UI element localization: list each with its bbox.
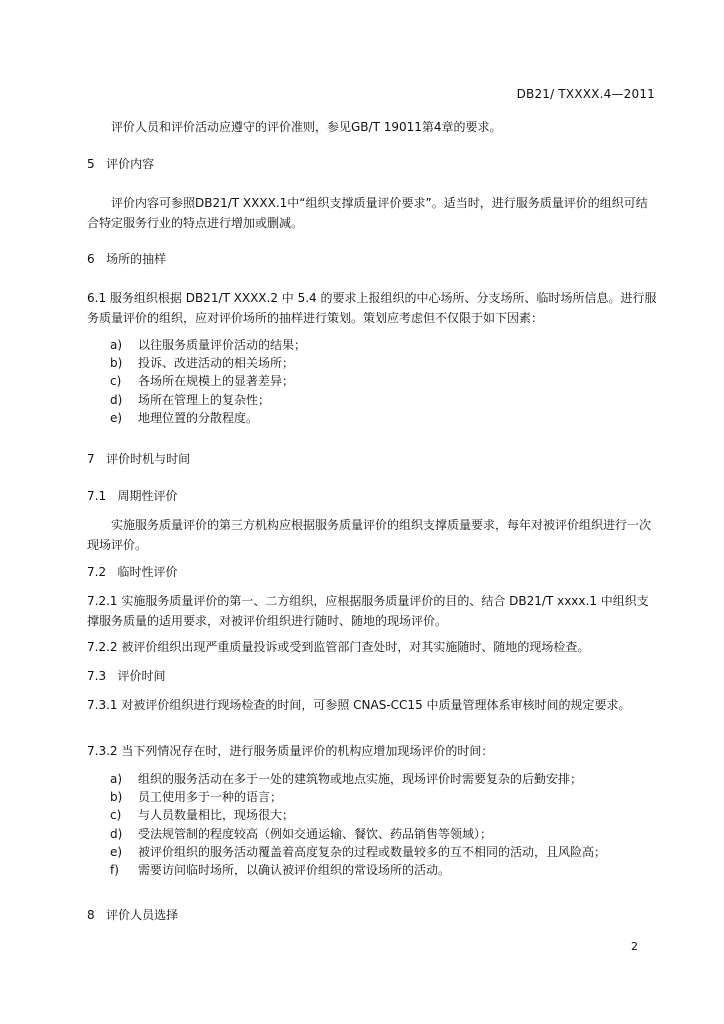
section-7-heading: 7 评价时机与时间: [87, 452, 191, 466]
section-5-heading: 5 评价内容: [87, 157, 155, 171]
list-item: b) 员工使用多于一种的语言；: [110, 790, 283, 805]
section-7-3-2-condition-list: [110, 770, 606, 879]
section-7-1-paragraph: 实施服务质量评价的第三方机构应根据服务质量评价的组织支撑质量要求，每年对被评价组织进行一次现场评价。: [87, 518, 652, 552]
list-item: d) 场所在管理上的复杂性；: [110, 392, 271, 407]
section-7-3-2-paragraph: 7.3.2 当下列情况存在时，进行服务质量评价的机构应增加现场评价的时间：: [87, 744, 494, 758]
list-item: b) 投诉、改进活动的相关场所；: [110, 356, 295, 371]
list-item: c) 各场所在规模上的显著差异；: [110, 374, 295, 389]
list-item: a) 以往服务质量评价活动的结果；: [110, 338, 307, 352]
section-5-paragraph: 评价内容可参照DB21/T XXXX.1中“组织支撑质量评价要求”。适当时，进行服务质量评价的组织可结合特定服务行业的特点进行增加或删减。: [87, 196, 648, 230]
list-item: a) 组织的服务活动在多于一处的建筑物或地点实施，现场评价时需要复杂的后勤安排；: [110, 772, 583, 786]
page-number: 2: [631, 940, 638, 953]
section-6-heading: 6 场所的抽样: [87, 252, 167, 266]
list-item: d) 受法规管制的程度较高（例如交通运输、餐饮、药品销售等领域）；: [110, 826, 493, 841]
section-7-2-2-paragraph: 7.2.2 被评价组织出现严重质量投诉或受到监管部门查处时，对其实施随时、随地的现场检查。: [87, 640, 590, 654]
section-8-heading: 8 评价人员选择: [87, 908, 179, 922]
intro-paragraph: 评价人员和评价活动应遵守的评价准则，参见GB/T 19011第4章的要求。: [111, 120, 502, 134]
list-item: c) 与人员数量相比，现场很大；: [110, 808, 295, 823]
section-7-3-heading: 7.3 评价时间: [87, 669, 166, 683]
list-item: f) 需要访问临时场所，以确认被评价组织的常设场所的活动。: [110, 863, 451, 878]
section-7-1-heading: 7.1 周期性评价: [87, 489, 178, 503]
section-6-factor-list: [110, 336, 306, 427]
list-item: e) 地理位置的分散程度。: [110, 410, 259, 425]
document-code: DB21/ TXXXX.4—2011: [516, 87, 655, 101]
list-item: e) 被评价组织的服务活动覆盖着高度复杂的过程或数量较多的互不相同的活动，且风险高；: [110, 844, 607, 859]
section-6-1-paragraph: 6.1 服务组织根据 DB21/T XXXX.2 中 5.4 的要求上报组织的中心场所、分支场所、临时场所信息。进行服务质量评价的组织，应对评价场所的抽样进行策划。策划应考虑但不仅限于如下因素：: [87, 291, 657, 325]
section-7-2-1-paragraph: 7.2.1 实施服务质量评价的第一、二方组织，应根据服务质量评价的目的、结合 DB21/T xxxx.1 中组织支撑服务质量的适用要求，对被评价组织进行随时、随地的现场评价。: [87, 594, 649, 628]
section-7-3-1-paragraph: 7.3.1 对被评价组织进行现场检查的时间，可参照 CNAS-CC15 中质量管理体系审核时间的规定要求。: [87, 698, 631, 712]
section-7-2-heading: 7.2 临时性评价: [87, 565, 178, 579]
